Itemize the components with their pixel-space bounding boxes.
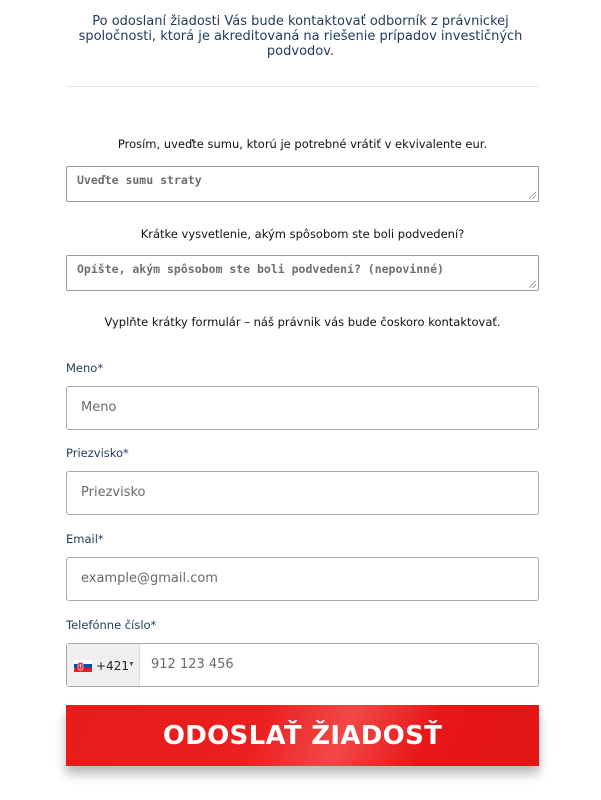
last-name-input[interactable]	[66, 471, 539, 515]
amount-textarea[interactable]	[66, 166, 539, 202]
slovakia-flag-icon	[74, 660, 92, 672]
email-label: Email*	[66, 532, 104, 546]
phone-label: Telefónne číslo*	[66, 618, 157, 632]
amount-prompt: Prosím, uveďte sumu, ktorú je potrebné vrátiť v ekvivalente eur.	[117, 137, 488, 151]
resize-grip-icon[interactable]	[529, 281, 536, 288]
last-name-label: Priezvisko*	[66, 446, 129, 460]
intro-text: Po odoslaní žiadosti Vás bude kontaktovať odborník z právnickej spoločnosti, ktorá je akreditovaná na riešenie prípadov investičných podvodov.	[78, 14, 523, 59]
email-input[interactable]	[66, 557, 539, 601]
phone-input[interactable]	[66, 643, 539, 687]
amount-placeholder: Uveďte sumu straty	[77, 173, 202, 187]
first-name-input[interactable]	[66, 386, 539, 430]
divider	[66, 86, 539, 87]
explanation-placeholder: Opíšte, akým spôsobom ste boli podvedení? (nepovinné)	[77, 262, 444, 276]
dial-code: +421	[96, 659, 129, 673]
last-name-placeholder: Priezvisko	[81, 485, 146, 500]
first-name-label: Meno*	[66, 361, 104, 375]
chevron-down-icon: ▼	[128, 661, 135, 668]
form-intro: Vyplňte krátky formulár – náš právnik vás bude čoskoro kontaktovať.	[104, 315, 501, 329]
first-name-placeholder: Meno	[81, 400, 117, 415]
explanation-textarea[interactable]	[66, 255, 539, 291]
email-placeholder: example@gmail.com	[81, 571, 218, 586]
submit-button[interactable]: ODOSLAŤ ŽIADOSŤ	[66, 705, 539, 766]
resize-grip-icon[interactable]	[529, 192, 536, 199]
country-selector[interactable]	[67, 644, 140, 686]
explanation-prompt: Krátke vysvetlenie, akým spôsobom ste boli podvedení?	[140, 227, 465, 241]
phone-placeholder: 912 123 456	[151, 657, 234, 672]
